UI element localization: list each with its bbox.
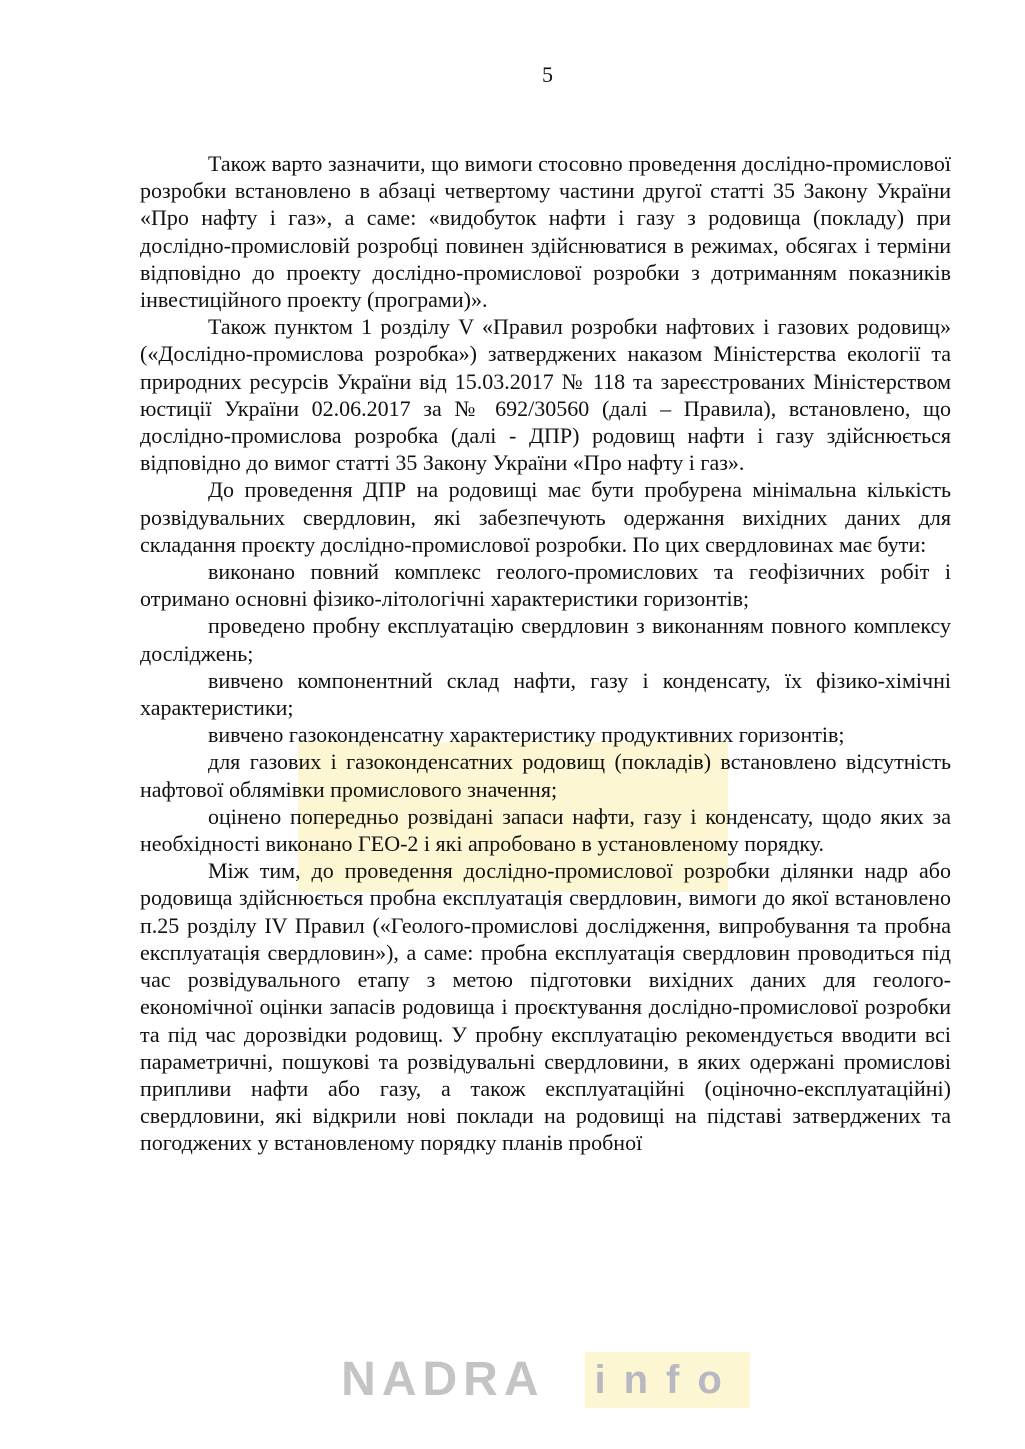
document-body bbox=[140, 150, 951, 1157]
list-paragraph: вивчено компонентний склад нафти, газу і конденсату, їх фізико-хімічні характеристики; bbox=[140, 667, 951, 721]
watermark bbox=[140, 1345, 951, 1415]
list-paragraph: оцінено попередньо розвідані запаси нафти, газу і конденсату, щодо яких за необхідності виконано ГЕО-2 і які апробовано в установленому порядку. bbox=[140, 803, 951, 857]
list-paragraph: для газових і газоконденсатних родовищ (покладів) встановлено відсутність нафтової облямівки промислового значення; bbox=[140, 749, 951, 802]
list-paragraph: проведено пробну експлуатацію свердловин з виконанням повного комплексу досліджень; bbox=[140, 613, 951, 666]
list-paragraph: вивчено газоконденсатну характеристику продуктивних горизонтів; bbox=[208, 722, 845, 748]
list-paragraph: виконано повний комплекс геолого-промислових та геофізичних робіт і отримано основні фізико-літологічні характеристики горизонтів; bbox=[140, 559, 951, 612]
paragraph: Також варто зазначити, що вимоги стосовно проведення дослідно-промислової розробки встановлено в абзаці четвертому частини другої статті 35 Закону України «Про нафту і газ», а саме: «видобуток нафти і газу з родовища (покладу) при дослідно-промисловій розробці повинен здійснюватися в режимах, обсягах і терміни відповідно до проекту дослідно-промислової розробки з дотриманням показників інвестиційного проекту (програми)». bbox=[140, 151, 951, 313]
watermark-info: info bbox=[585, 1352, 750, 1408]
paragraph: Між тим, до проведення дослідно-промислової розробки ділянки надр або родовища здійснюється пробна експлуатація свердловин, вимоги до якої встановлено п.25 розділу IV Правил («Геолого-промислові дослідження, випробування та пробна експлуатація свердловин»), а саме: пробна експлуатація свердловин проводиться під час розвідувального етапу з метою підготовки вихідних даних для геолого-економічної оцінки запасів родовища і проєктування дослідно-промислової розробки та під час дорозвідки родовищ. У пробну експлуатацію рекомендується вводити всі параметричні, пошукові та розвідувальні свердловини, в яких одержані промислові припливи нафти або газу, а також експлуатаційні (оціночно-експлуатаційні) свердловини, які відкрили нові поклади на родовищі на підставі затверджених та погоджених у встановленому порядку планів пробної bbox=[140, 858, 951, 1156]
paragraph: Також пунктом 1 розділу V «Правил розробки нафтових і газових родовищ» («Дослідно-промислова розробка») затверджених наказом Міністерства екології та природних ресурсів України від 15.03.2017 № 118 та зареєстрованих Міністерством юстиції України 02.06.2017 за № 692/30560 (далі – Правила), встановлено, що дослідно-промислова розробка (далі - ДПР) родовищ нафти і газу здійснюється відповідно до вимог статті 35 Закону України «Про нафту і газ». bbox=[140, 314, 951, 476]
watermark-nadra: NADRA bbox=[341, 1353, 545, 1406]
paragraph: До проведення ДПР на родовищі має бути пробурена мінімальна кількість розвідувальних свердловин, які забезпечують одержання вихідних даних для складання проєкту дослідно-промислової розробки. По цих свердловинах має бути: bbox=[140, 477, 951, 557]
page-number: 5 bbox=[542, 62, 553, 87]
